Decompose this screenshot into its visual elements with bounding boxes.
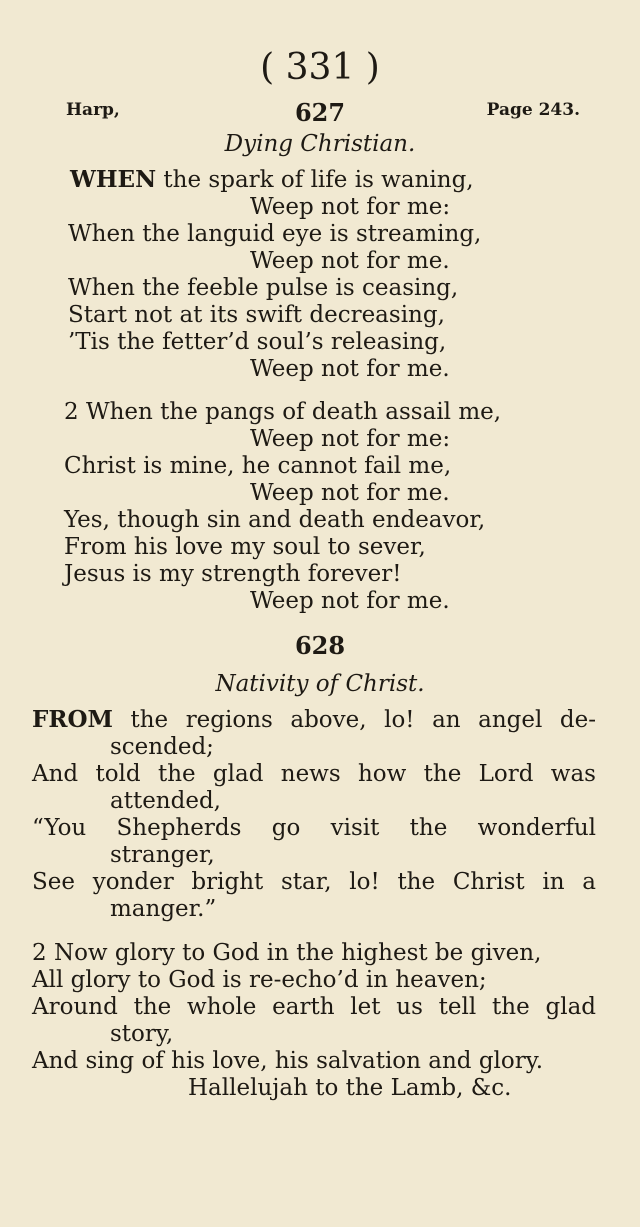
verse-line (32, 707, 596, 733)
verse-line (70, 167, 474, 193)
verse-line: Around the whole earth let us tell the glad (32, 994, 596, 1020)
verse-line: Start not at its swift decreasing, (68, 302, 445, 328)
verse-line: 2 When the pangs of death assail me, (64, 399, 502, 425)
verse-line: Jesus is my strength forever! (64, 561, 402, 587)
verse-line: All glory to God is re-echo’d in heaven; (32, 967, 487, 993)
verse-line: When the languid eye is streaming, (68, 221, 482, 247)
hymn-title: Nativity of Christ. (215, 671, 425, 697)
verse-initial-word: FROM (32, 706, 113, 733)
verse-line: And sing of his love, his salvation and glory. (32, 1048, 544, 1074)
verse-line: Yes, though sin and death endeavor, (64, 507, 486, 533)
verse-line: “You Shepherds go visit the wonderful (32, 815, 596, 841)
verse-line: From his love my soul to sever, (64, 534, 426, 560)
verse-continuation: manger.” (110, 896, 217, 922)
verse-line: Christ is mine, he cannot fail me, (64, 453, 452, 479)
verse-refrain: Weep not for me: (250, 426, 451, 452)
verse-refrain: Weep not for me. (250, 480, 450, 506)
verse-continuation: scended; (110, 734, 214, 760)
verse-refrain: Weep not for me. (250, 356, 450, 382)
verse-refrain: Weep not for me. (250, 588, 450, 614)
verse-line: See yonder bright star, lo! the Christ in a (32, 869, 596, 895)
hymn-number: 628 (294, 631, 346, 660)
verse-refrain: Weep not for me. (250, 248, 450, 274)
hymn-number: 627 (294, 98, 346, 127)
hymn-title: Dying Christian. (224, 131, 416, 157)
verse-line-rest: the spark of life is waning, (156, 167, 474, 193)
page-number: ( 331 ) (260, 47, 380, 88)
verse-line: When the feeble pulse is ceasing, (68, 275, 459, 301)
verse-continuation: story, (110, 1021, 174, 1047)
verse-continuation: attended, (110, 788, 221, 814)
verse-line: 2 Now glory to God in the highest be given, (32, 940, 542, 966)
tune-page-reference: Page 243. (486, 100, 580, 120)
chorus-reference: Hallelujah to the Lamb, &c. (188, 1075, 512, 1101)
verse-line: ’Tis the fetter’d soul’s releasing, (68, 329, 447, 355)
verse-initial-word: WHEN (70, 166, 157, 193)
verse-line: And told the glad news how the Lord was (32, 761, 596, 787)
verse-continuation: stranger, (110, 842, 215, 868)
tune-source: Harp, (66, 100, 120, 120)
verse-refrain: Weep not for me: (250, 194, 451, 220)
verse-line-rest: the regions above, lo! an angel de- (112, 707, 596, 733)
